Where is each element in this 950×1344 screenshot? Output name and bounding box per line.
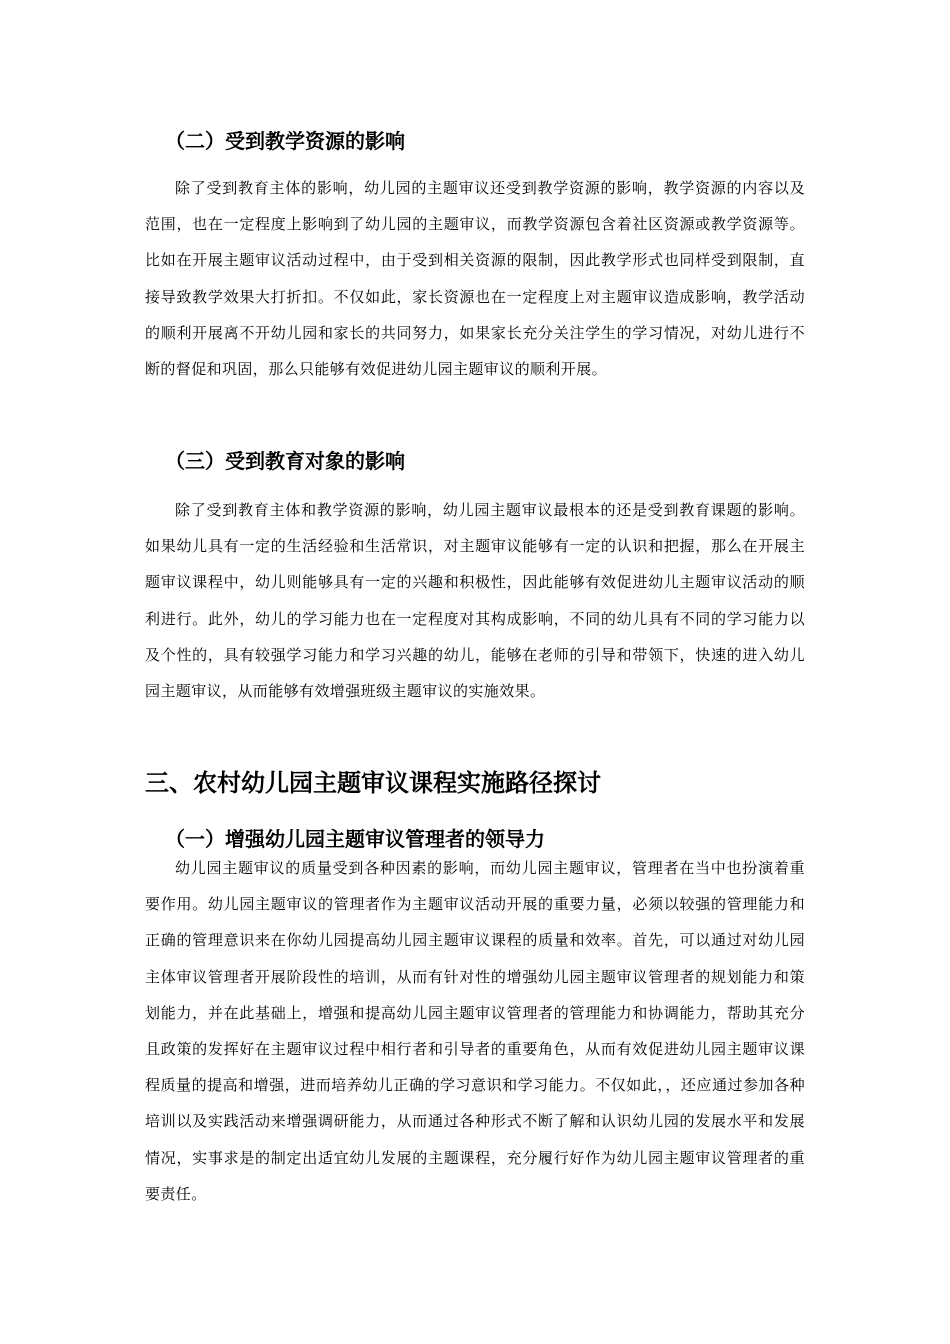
subsection-heading-resources: （二）受到教学资源的影响 — [165, 129, 405, 153]
subsection-heading-leadership: （一）增强幼儿园主题审议管理者的领导力 — [165, 827, 545, 851]
paragraph-leadership: 幼儿园主题审议的质量受到各种因素的影响，而幼儿园主题审议，管理者在当中也扮演着重要作用。幼儿园主题审议的管理者作为主题审议活动开展的重要力量，必须以较强的管理能力和正确的管理意识来在你幼儿园提高幼儿园主题审议课程的质量和效率。首先，可以通过对幼儿园主体审议管理者开展阶段性的培训，从而有针对性的增强幼儿园主题审议管理者的规划能力和策划能力，并在此基础上，增强和提高幼儿园主题审议管理者的管理能力和协调能力，帮助其充分且政策的发挥好在主题审议过程中相行者和引导者的重要角色，从而有效促进幼儿园主题审议课程质量的提高和增强，进而培养幼儿正确的学习意识和学习能力。不仅如此，，还应通过参加各种培训以及实践活动来增强调研能力，从而通过各种形式不断了解和认识幼儿园的发展水平和发展情况，实事求是的制定出适宜幼儿发展的主题课程，充分履行好作为幼儿园主题审议管理者的重要责任。 — [145, 859, 805, 1203]
paragraph-learners: 除了受到教育主体和教学资源的影响，幼儿园主题审议最根本的还是受到教育课题的影响。如果幼儿具有一定的生活经验和生活常识，对主题审议能够有一定的认识和把握，那么在开展主题审议课程中，幼儿则能够具有一定的兴趣和积极性，因此能够有效促进幼儿主题审议活动的顺利进行。此外，幼儿的学习能力也在一定程度对其构成影响，不同的幼儿具有不同的学习能力以及个性的，具有较强学习能力和学习兴趣的幼儿，能够在老师的引导和带领下，快速的进入幼儿园主题审议，从而能够有效增强班级主题审议的实施效果。 — [145, 501, 805, 701]
paragraph-resources: 除了受到教育主体的影响，幼儿园的主题审议还受到教学资源的影响，教学资源的内容以及范围，也在一定程度上影响到了幼儿园的主题审议，而教学资源包含着社区资源或教学资源等。比如在开展主题审议活动过程中，由于受到相关资源的限制，因此教学形式也同样受到限制，直接导致教学效果大打折扣。不仅如此，家长资源也在一定程度上对主题审议造成影响，教学活动的顺利开展离不开幼儿园和家长的共同努力，如果家长充分关注学生的学习情况，对幼儿进行不断的督促和巩固，那么只能够有效促进幼儿园主题审议的顺利开展。 — [145, 179, 805, 379]
section-heading-implementation: 三、农村幼儿园主题审议课程实施路径探讨 — [145, 769, 601, 797]
subsection-heading-learners: （三）受到教育对象的影响 — [165, 449, 405, 473]
